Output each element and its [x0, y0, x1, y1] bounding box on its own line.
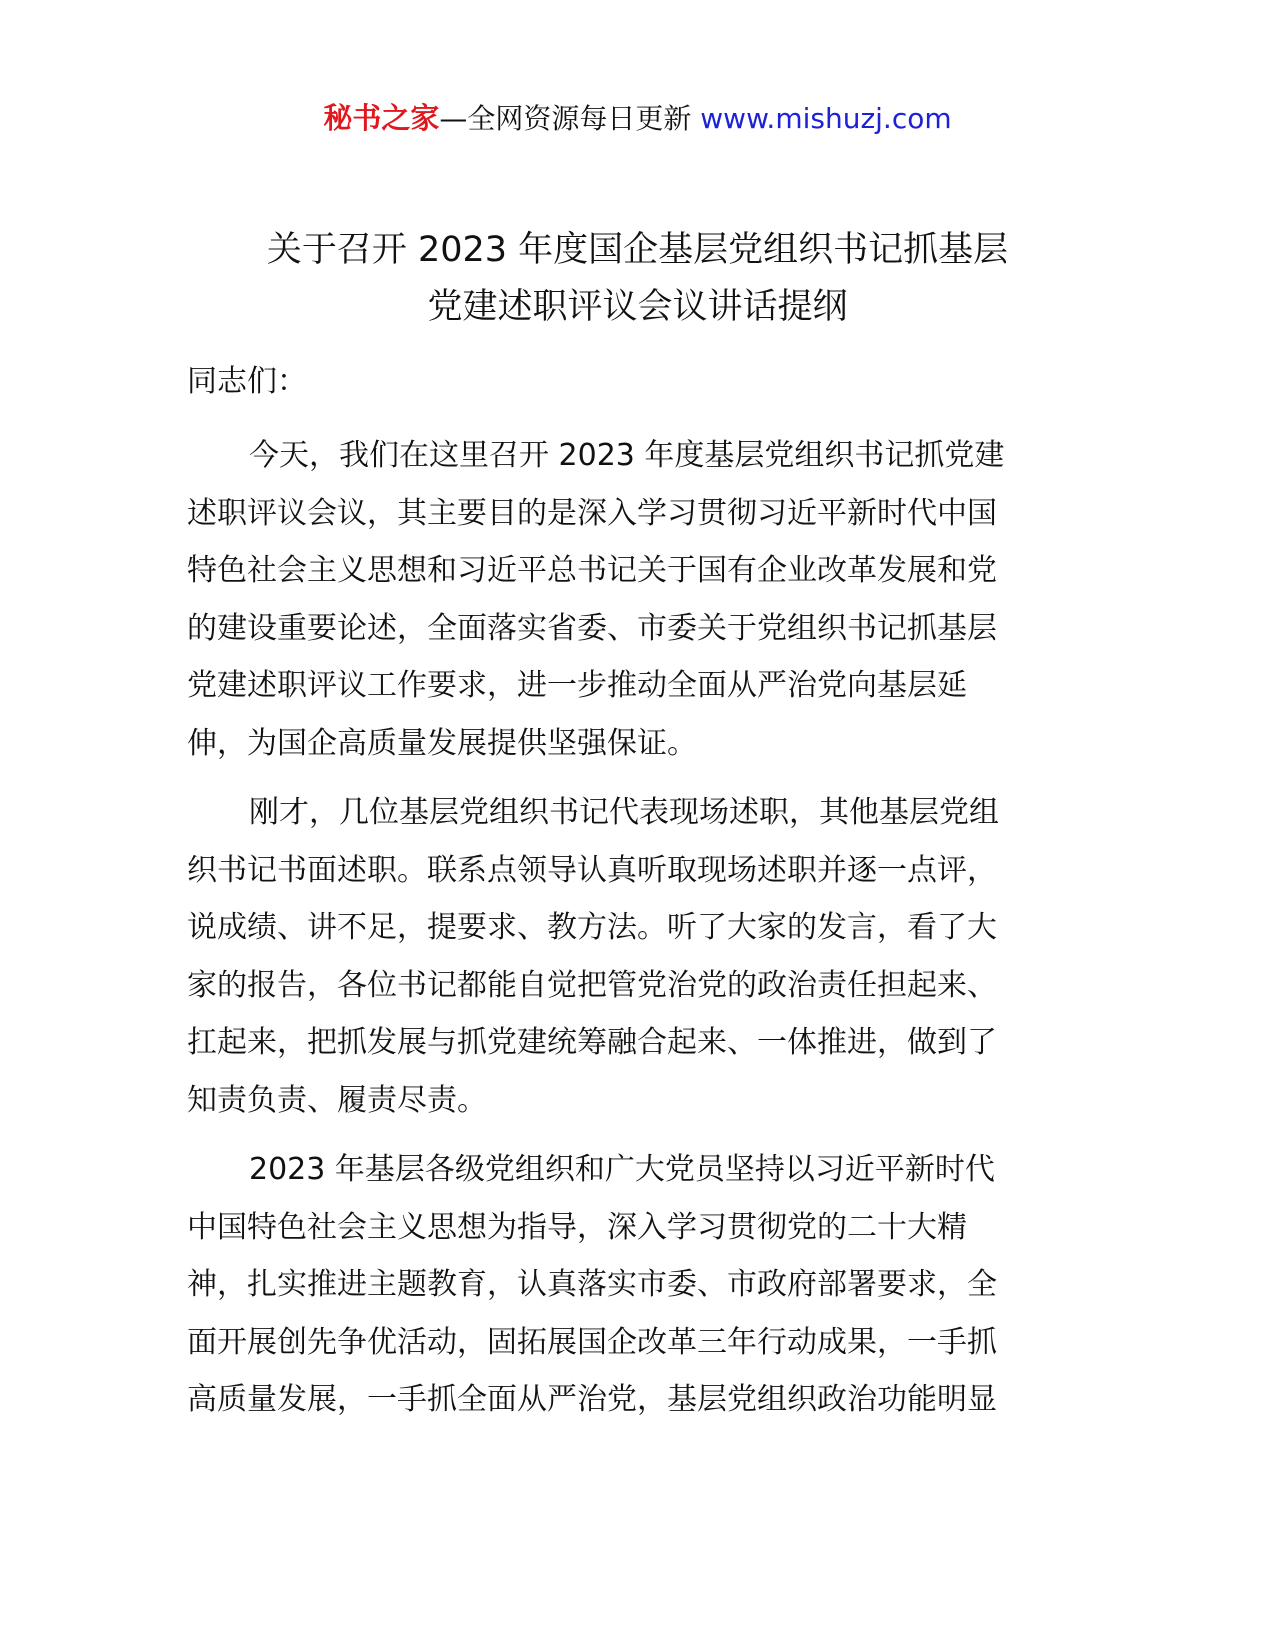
- paragraph-line: 伸，为国企高质量发展提供坚强保证。: [187, 725, 697, 761]
- paragraph-line: 织书记书面述职。联系点领导认真听取现场述职并逐一点评，: [187, 852, 997, 888]
- paragraph-line: 高质量发展，一手抓全面从严治党，基层党组织政治功能明显: [187, 1382, 997, 1417]
- document-body: [187, 427, 1087, 1441]
- paragraph-line: 中国特色社会主义思想为指导，深入学习贯彻党的二十大精: [187, 1209, 967, 1245]
- paragraph-line: 神，扎实推进主题教育，认真落实市委、市政府部署要求，全: [187, 1267, 997, 1302]
- site-header: [0, 96, 1275, 141]
- paragraph-3: [187, 1141, 1087, 1429]
- header-slogan: —全网资源每日更新: [439, 102, 701, 135]
- title-line-1: 关于召开 2023 年度国企基层党组织书记抓基层: [266, 230, 1009, 270]
- brand-name: 秘书之家: [323, 101, 440, 135]
- paragraph-line: 说成绩、讲不足，提要求、教方法。听了大家的发言，看了大: [187, 910, 997, 945]
- paragraph-line: 今天，我们在这里召开 2023 年度基层党组织书记抓党建: [249, 438, 1005, 473]
- site-url-link[interactable]: www.mishuzj.com: [700, 102, 952, 135]
- paragraph-line: 扛起来，把抓发展与抓党建统筹融合起来、一体推进，做到了: [187, 1025, 997, 1060]
- paragraph-line: 知责负责、履责尽责。: [187, 1082, 487, 1118]
- paragraph-line: 2023 年基层各级党组织和广大党员坚持以习近平新时代: [249, 1152, 995, 1187]
- paragraph-line: 述职评议会议，其主要目的是深入学习贯彻习近平新时代中国: [187, 495, 997, 531]
- paragraph-line: 特色社会主义思想和习近平总书记关于国有企业改革发展和党: [187, 553, 997, 588]
- paragraph-line: 的建设重要论述，全面落实省委、市委关于党组织书记抓基层: [187, 610, 997, 646]
- paragraph-2: [187, 784, 1087, 1129]
- document-title: [150, 222, 1125, 336]
- paragraph-1: [187, 427, 1087, 772]
- title-line-2: 党建述职评议会议讲话提纲: [427, 287, 848, 327]
- salutation: 同志们：: [187, 364, 307, 399]
- paragraph-line: 家的报告，各位书记都能自觉把管党治党的政治责任担起来、: [187, 967, 997, 1003]
- paragraph-line: 面开展创先争优活动，固拓展国企改革三年行动成果，一手抓: [187, 1324, 997, 1360]
- paragraph-line: 党建述职评议工作要求，进一步推动全面从严治党向基层延: [187, 668, 967, 703]
- paragraph-line: 刚才，几位基层党组织书记代表现场述职，其他基层党组: [249, 795, 999, 830]
